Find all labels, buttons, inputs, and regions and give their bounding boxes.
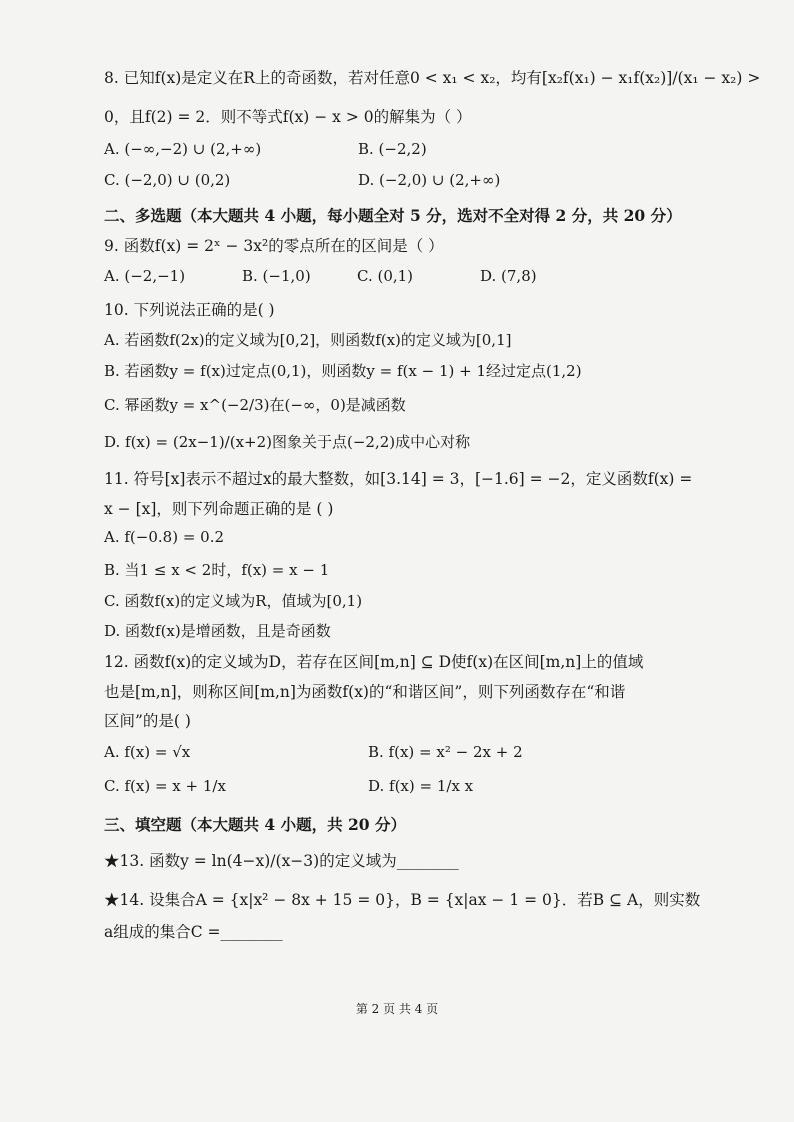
q10-option-b: B. 若函数y = f(x)过定点(0,1)，则函数y = f(x − 1) + 1经过定点(1,2) <box>104 362 582 380</box>
q12-option-b: B. f(x) = x² − 2x + 2 <box>368 743 523 761</box>
q12-option-d: D. f(x) = 1/x x <box>368 777 474 795</box>
q8-option-d: D. (−2,0) ∪ (2,+∞) <box>358 171 501 189</box>
q9-option-b: B. (−1,0) <box>242 267 311 285</box>
q11-stem-line1: 11. 符号[x]表示不超过x的最大整数，如[3.14] = 3，[−1.6] = −2，定义函数f(x) = <box>104 470 693 488</box>
q11-option-a: A. f(−0.8) = 0.2 <box>104 528 225 546</box>
q9-option-c: C. (0,1) <box>357 267 414 285</box>
q8-option-c: C. (−2,0) ∪ (0,2) <box>104 171 231 189</box>
q8-stem-line1: 8. 已知f(x)是定义在R上的奇函数，若对任意0 < x₁ < x₂，均有[x₂f(x₁) − x₁f(x₂)]/(x₁ − x₂) > <box>104 69 761 87</box>
section3-heading: 三、填空题（本大题共 4 小题，共 20 分） <box>104 815 406 834</box>
q9-option-d: D. (7,8) <box>480 267 537 285</box>
q8-stem-line2: 0，且f(2) = 2．则不等式f(x) − x > 0的解集为（ ） <box>104 108 472 126</box>
q14-stem-line2: a组成的集合C =________ <box>104 923 283 941</box>
q11-stem-line2: x − [x]，则下列命题正确的是 ( ) <box>104 500 334 518</box>
q12-stem-line3: 区间”的是( ) <box>104 712 191 730</box>
q13-stem: ★13. 函数y = ln(4−x)/(x−3)的定义域为________ <box>104 852 459 870</box>
q10-stem: 10. 下列说法正确的是( ) <box>104 301 275 319</box>
q10-option-a: A. 若函数f(2x)的定义域为[0,2]，则函数f(x)的定义域为[0,1] <box>104 331 512 349</box>
q12-option-c: C. f(x) = x + 1/x <box>104 777 226 795</box>
q10-option-c: C. 幂函数y = x^(−2/3)在(−∞，0)是减函数 <box>104 396 406 414</box>
section2-heading: 二、多选题（本大题共 4 小题，每小题全对 5 分，选对不全对得 2 分，共 20 分） <box>104 206 682 225</box>
q9-option-a: A. (−2,−1) <box>104 267 186 285</box>
q11-option-c: C. 函数f(x)的定义域为R，值域为[0,1) <box>104 592 363 610</box>
q8-option-a: A. (−∞,−2) ∪ (2,+∞) <box>104 140 262 158</box>
q9-stem: 9. 函数f(x) = 2ˣ − 3x²的零点所在的区间是（ ） <box>104 237 444 255</box>
q12-stem-line1: 12. 函数f(x)的定义域为D，若存在区间[m,n] ⊆ D使f(x)在区间[m,n]上的值域 <box>104 653 644 671</box>
q8-option-b: B. (−2,2) <box>358 140 427 158</box>
q12-option-a: A. f(x) = √x <box>104 743 191 761</box>
q11-option-b: B. 当1 ≤ x < 2时，f(x) = x − 1 <box>104 561 330 579</box>
q12-stem-line2: 也是[m,n]，则称区间[m,n]为函数f(x)的“和谐区间”，则下列函数存在“和谐 <box>104 683 626 701</box>
page-footer: 第 2 页 共 4 页 <box>355 1002 439 1016</box>
q10-option-d: D. f(x) = (2x−1)/(x+2)图象关于点(−2,2)成中心对称 <box>104 433 471 451</box>
q14-stem-line1: ★14. 设集合A = {x|x² − 8x + 15 = 0}，B = {x|ax − 1 = 0}．若B ⊆ A，则实数 <box>104 891 701 909</box>
q11-option-d: D. 函数f(x)是增函数，且是奇函数 <box>104 622 331 640</box>
